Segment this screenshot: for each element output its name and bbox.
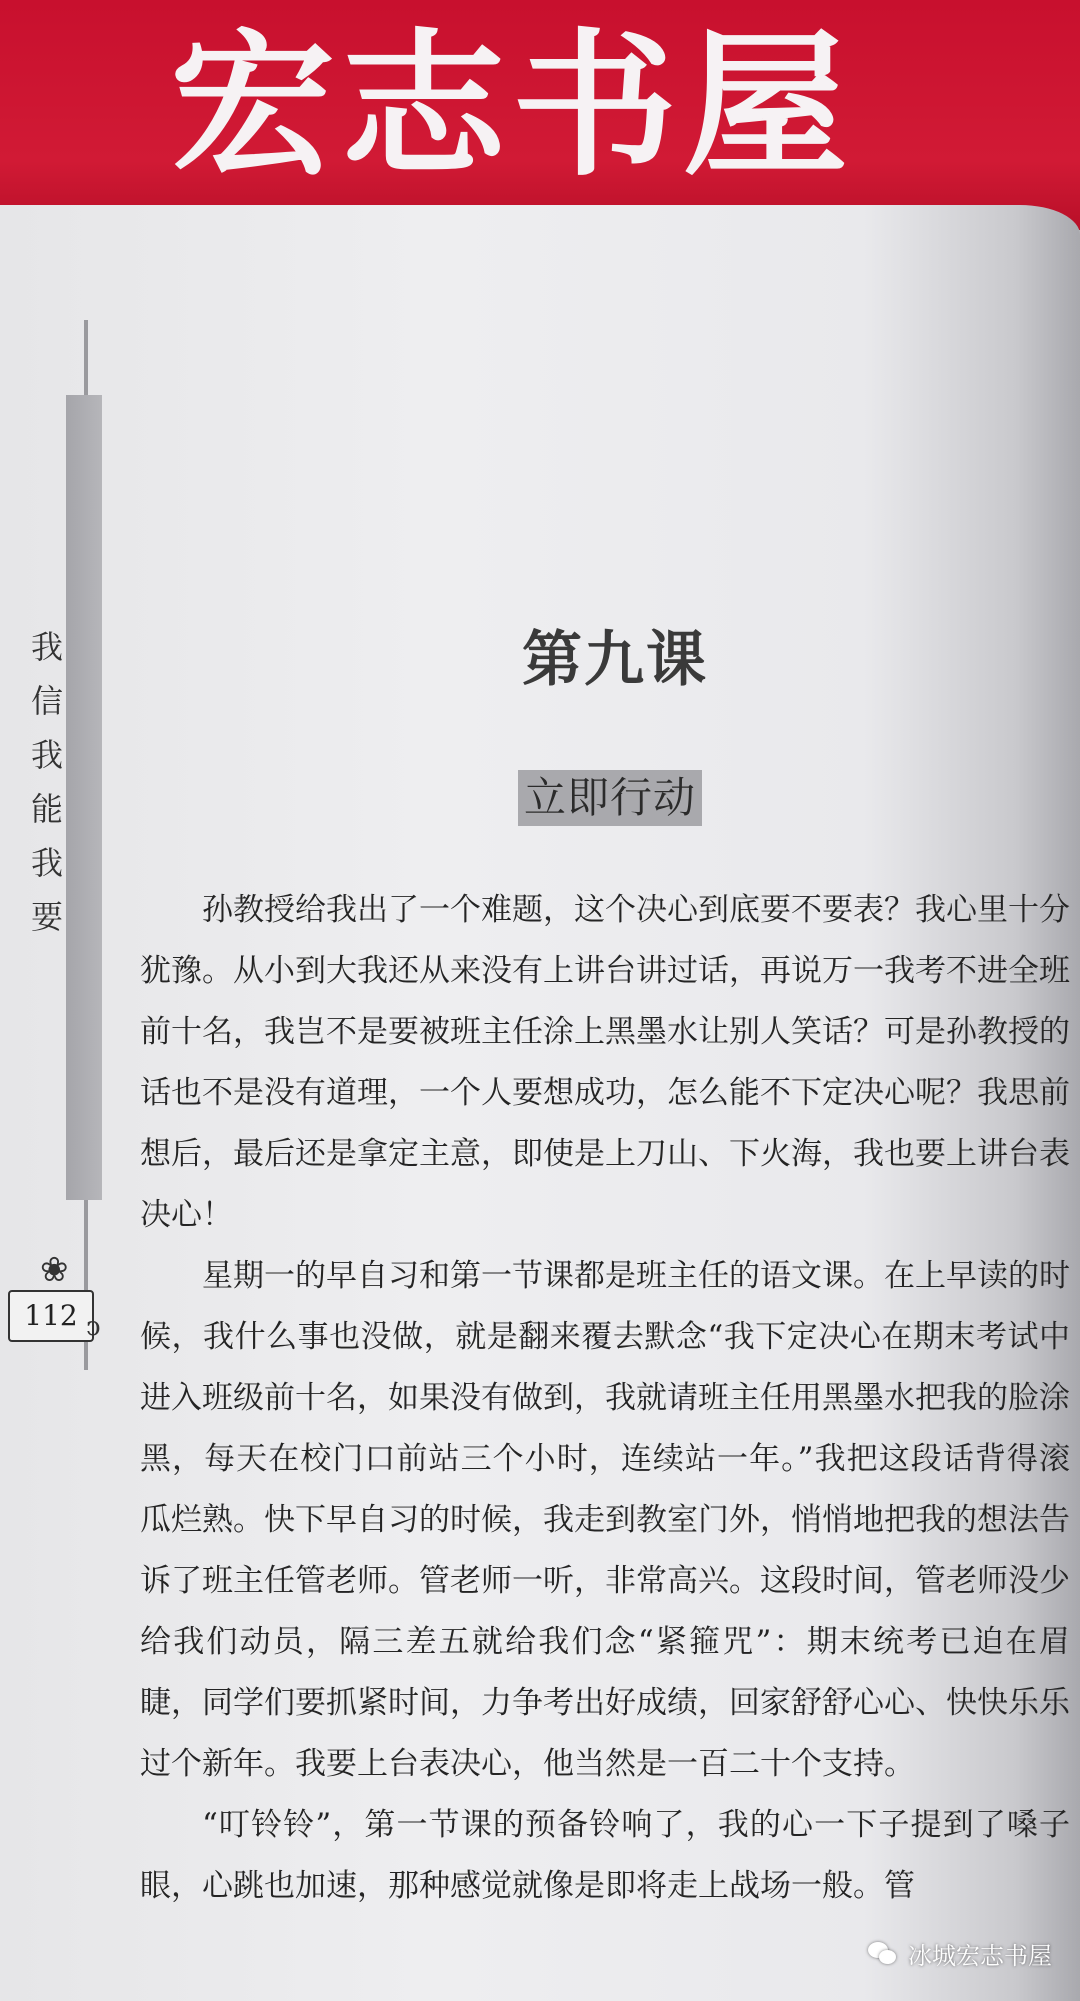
flower-icon: ❀ xyxy=(40,1250,69,1290)
paragraph: 孙教授给我出了一个难题，这个决心到底要不要表？我心里十分犹豫。从小到大我还从来没有上讲台讲过话，再说万一我考不进全班前十名，我岂不是要被班主任涂上黑墨水让别人笑话？可是孙教授的话也不是没有道理，一个人要想成功，怎么能不下定决心呢？我思前想后，最后还是拿定主意，即使是上刀山、下火海，我也要上讲台表决心！ xyxy=(140,892,1070,1233)
banner xyxy=(0,0,1080,230)
lesson-title: 立即行动 xyxy=(518,770,702,826)
chapter-title: 第九课 xyxy=(522,625,708,695)
body-text xyxy=(140,880,1070,1917)
page-number: 112 xyxy=(8,1290,94,1342)
watermark-text: 冰城宏志书屋 xyxy=(908,1942,1052,1970)
margin-vertical-label: 我信我能我要 xyxy=(26,630,64,954)
watermark xyxy=(868,1936,1052,1971)
wechat-icon xyxy=(868,1942,898,1966)
curl-icon: ↄ xyxy=(86,1312,101,1342)
paragraph: 星期一的早自习和第一节课都是班主任的语文课。在上早读的时候，我什么事也没做，就是翻来覆去默念“我下定决心在期末考试中进入班级前十名，如果没有做到，我就请班主任用黑墨水把我的脸涂黑，每天在校门口前站三个小时，连续站一年。”我把这段话背得滚瓜烂熟。快下早自习的时候，我走到教室门外，悄悄地把我的想法告诉了班主任管老师。管老师一听，非常高兴。这段时间，管老师没少给我们动员，隔三差五就给我们念“紧箍咒”：期末统考已迫在眉睫，同学们要抓紧时间，力争考出好成绩，回家舒舒心心、快快乐乐过个新年。我要上台表决心，他当然是一百二十个支持。 xyxy=(140,1258,1070,1782)
banner-title: 宏志书屋 xyxy=(170,14,854,198)
paragraph: “叮铃铃”，第一节课的预备铃响了，我的心一下子提到了嗓子眼，心跳也加速，那种感觉就像是即将走上战场一般。管 xyxy=(140,1807,1070,1904)
